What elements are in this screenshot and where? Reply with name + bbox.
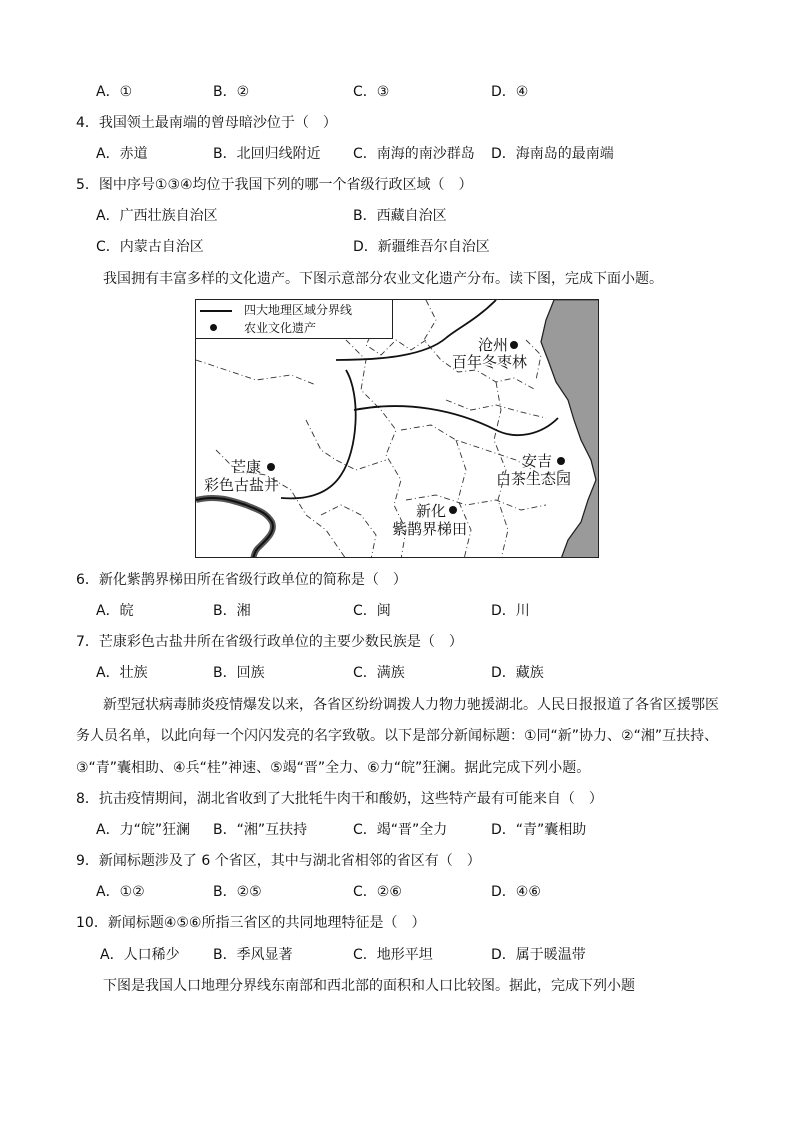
passage-heritage: 我国拥有丰富多样的文化遗产。下图示意部分农业文化遗产分布。读下图，完成下面小题。 [103, 271, 663, 287]
dot-anji [557, 457, 565, 465]
label-cangzhou: 沧州 [478, 336, 509, 354]
q10-stem: 10．新闻标题④⑤⑥所指三省区的共同地理特征是（ ） [76, 915, 426, 931]
heritage-map [195, 299, 599, 558]
q6-option-a: A．皖 [96, 603, 134, 619]
q6-stem: 6．新化紫鹊界梯田所在省级行政单位的简称是（ ） [76, 572, 407, 588]
sea-area [541, 300, 599, 558]
q7-option-c: C．满族 [353, 665, 405, 681]
q4-stem: 4．我国领土最南端的曾母暗沙位于（ ） [76, 115, 337, 131]
passage-population: 下图是我国人口地理分界线东南部和西北部的面积和人口比较图。据此，完成下列小题 [103, 978, 635, 994]
q7-option-a: A．壮族 [96, 665, 148, 681]
q7-stem: 7．芒康彩色古盐井所在省级行政单位的主要少数民族是（ ） [76, 634, 463, 650]
q10-option-a: A．人口稀少 [100, 947, 180, 963]
heritage-dot-symbol [210, 324, 217, 331]
passage-covid-line-3: ③“青”囊相助、④兵“桂”神速、⑤竭“晋”全力、⑥力“皖”狂澜。据此完成下列小题。 [76, 760, 591, 776]
q8-option-a: A．力“皖”狂澜 [96, 822, 191, 838]
q9-option-c: C．②⑥ [353, 884, 402, 900]
q3-option-d: D．④ [491, 84, 529, 100]
q10-option-d: D．属于暖温带 [491, 947, 586, 963]
q4-option-b: B．北回归线附近 [213, 146, 321, 162]
label-xinhua-site: 紫鹊界梯田 [392, 520, 468, 538]
q4-option-a: A．赤道 [96, 146, 148, 162]
dot-cangzhou [510, 341, 518, 349]
label-anji-site: 白茶生态园 [496, 470, 572, 488]
national-border-core [196, 498, 273, 558]
label-mangkang-site: 彩色古盐井 [204, 476, 280, 494]
map-legend [196, 300, 393, 339]
q3-option-b: B．② [213, 84, 250, 100]
q9-option-d: D．④⑥ [491, 884, 541, 900]
q8-option-d: D．“青”囊相助 [491, 822, 587, 838]
legend-dot-label: 农业文化遗产 [244, 321, 317, 335]
national-border [196, 498, 273, 558]
q8-option-c: C．竭“晋”全力 [353, 822, 448, 838]
q5-option-c: C．内蒙古自治区 [96, 239, 204, 255]
q7-option-b: B．回族 [213, 665, 265, 681]
label-cangzhou-site: 百年冬枣林 [452, 353, 528, 371]
dot-xinhua [449, 506, 457, 514]
passage-covid-line-2: 务人员名单，以此向每一个闪闪发亮的名字致敬。以下是部分新闻标题：①同“新”协力、②“湘”互扶持、 [76, 728, 719, 744]
q7-option-d: D．藏族 [491, 665, 544, 681]
q5-option-b: B．西藏自治区 [353, 208, 447, 224]
legend-line-label: 四大地理区域分界线 [244, 303, 353, 317]
q9-stem: 9．新闻标题涉及了 6 个省区，其中与湖北省相邻的省区有（ ） [76, 853, 481, 869]
q8-stem: 8．抗击疫情期间，湖北省收到了大批牦牛肉干和酸奶，这些特产最有可能来自（ ） [76, 791, 603, 807]
q5-option-a: A．广西壮族自治区 [96, 208, 218, 224]
boundary-line-symbol [200, 310, 232, 312]
q5-option-d: D．新疆维吾尔自治区 [353, 239, 490, 255]
label-anji: 安吉 [522, 452, 553, 470]
legend-row-dot [196, 320, 392, 336]
q9-option-b: B．②⑤ [213, 884, 262, 900]
label-xinhua: 新化 [416, 502, 447, 520]
dot-mangkang [267, 463, 275, 471]
q6-option-c: C．闽 [353, 603, 391, 619]
q4-option-c: C．南海的南沙群岛 [353, 146, 475, 162]
q5-stem: 5．图中序号①③④均位于我国下列的哪一个省级行政区域（ ） [76, 177, 473, 193]
q9-option-a: A．①② [96, 884, 145, 900]
label-mangkang: 芒康 [231, 458, 262, 476]
q6-option-d: D．川 [491, 603, 530, 619]
legend-row-line [196, 302, 392, 318]
q10-option-c: C．地形平坦 [353, 947, 433, 963]
q4-option-d: D．海南岛的最南端 [491, 146, 614, 162]
q3-option-c: C．③ [353, 84, 390, 100]
q10-option-b: B．季风显著 [213, 947, 293, 963]
q3-option-a: A．① [96, 84, 133, 100]
passage-covid-line-1: 新型冠状病毒肺炎疫情爆发以来，各省区纷纷调拨人力物力驰援湖北。人民日报报道了各省区援鄂医 [103, 697, 719, 713]
q6-option-b: B．湘 [213, 603, 251, 619]
q8-option-b: B．“湘”互扶持 [213, 822, 308, 838]
